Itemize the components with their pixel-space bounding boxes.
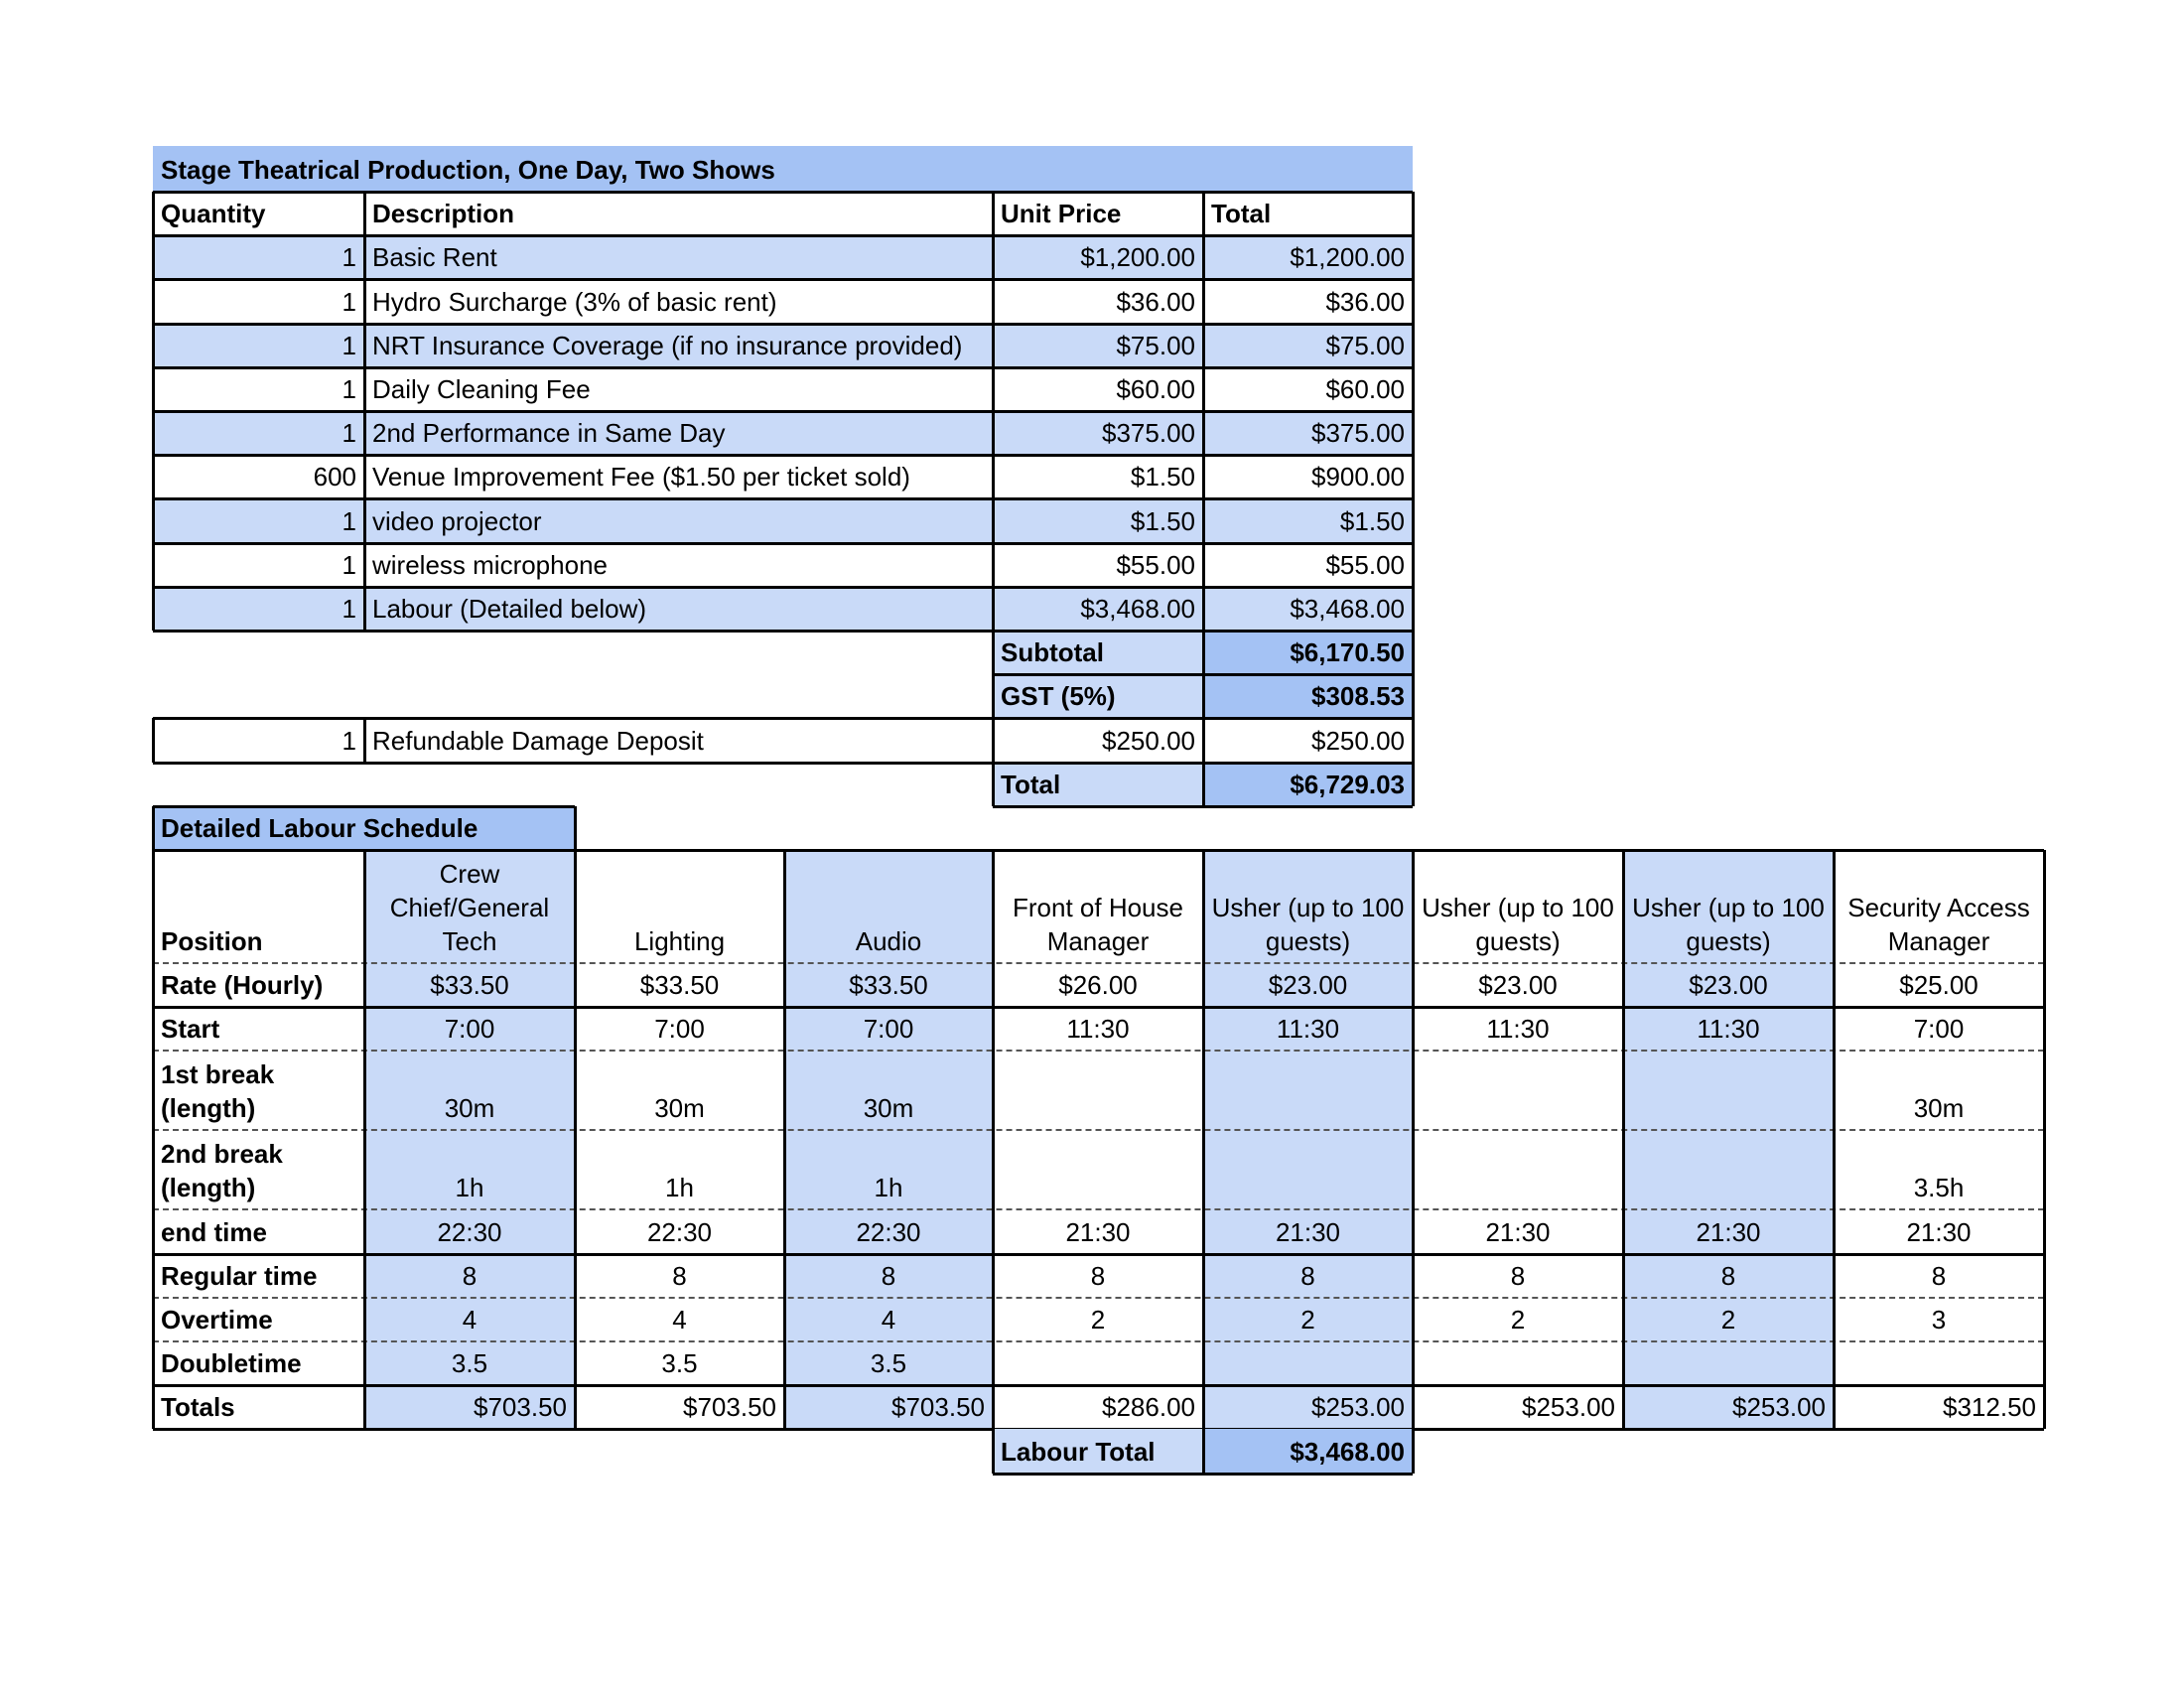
label-totals: Totals bbox=[161, 1392, 235, 1423]
item-quantity: 1 bbox=[341, 549, 356, 580]
labour-rate-cell: $33.50 bbox=[639, 970, 720, 1001]
item-unit-price: $60.00 bbox=[1116, 373, 1195, 404]
grid-line bbox=[574, 850, 577, 1429]
labour-regular-cell: 8 bbox=[1090, 1260, 1106, 1291]
subtotal-label: Subtotal bbox=[1001, 637, 1104, 668]
label-start: Start bbox=[161, 1014, 220, 1045]
labour-overtime-cell: 4 bbox=[881, 1304, 896, 1335]
labour-break1-cell bbox=[1413, 1051, 1623, 1130]
item-description: Hydro Surcharge (3% of basic rent) bbox=[372, 286, 777, 317]
deposit-total: $250.00 bbox=[1311, 725, 1405, 756]
label-position: Position bbox=[161, 926, 263, 956]
labour-break1-cell bbox=[1623, 1051, 1834, 1130]
labour-break2-cell bbox=[1413, 1130, 1623, 1209]
labour-break1-cell: 30m bbox=[863, 1093, 914, 1124]
labour-total-label: Labour Total bbox=[1001, 1436, 1156, 1467]
labour-end-cell: 22:30 bbox=[856, 1216, 921, 1247]
label-regular-time: Regular time bbox=[161, 1260, 318, 1291]
labour-position-cell: Usher (up to 100 guests) bbox=[1422, 893, 1614, 956]
grid-line bbox=[152, 192, 155, 631]
grid-line bbox=[363, 718, 366, 762]
labour-end-cell: 21:30 bbox=[1485, 1216, 1551, 1247]
labour-end-cell: 22:30 bbox=[437, 1216, 502, 1247]
grid-line bbox=[363, 192, 366, 631]
item-unit-price: $55.00 bbox=[1116, 549, 1195, 580]
labour-end-cell: 22:30 bbox=[646, 1216, 713, 1247]
item-description: Daily Cleaning Fee bbox=[372, 373, 591, 404]
item-total: $36.00 bbox=[1325, 286, 1405, 317]
grid-line bbox=[1833, 850, 1836, 1429]
labour-total-cell: $703.50 bbox=[683, 1392, 776, 1423]
labour-rate-cell: $23.00 bbox=[1478, 970, 1558, 1001]
grid-line bbox=[1622, 850, 1625, 1429]
grid-line bbox=[363, 850, 366, 1429]
labour-regular-cell: 8 bbox=[1931, 1260, 1947, 1291]
labour-total-cell: $253.00 bbox=[1732, 1392, 1826, 1423]
total-label: Total bbox=[1001, 769, 1061, 799]
labour-break2-cell bbox=[993, 1130, 1203, 1209]
grid-line bbox=[783, 850, 786, 1429]
labour-break1-cell: 30m bbox=[444, 1093, 495, 1124]
labour-break2-cell: 1h bbox=[665, 1173, 694, 1203]
labour-total-cell: $703.50 bbox=[474, 1392, 567, 1423]
grid-line bbox=[153, 366, 1413, 369]
labour-start-cell: 7:00 bbox=[1913, 1014, 1965, 1045]
labour-total-cell: $312.50 bbox=[1943, 1392, 2036, 1423]
labour-position-cell: Security Access Manager bbox=[1847, 893, 2030, 956]
grid-line bbox=[153, 1340, 2044, 1342]
labour-rate-cell: $26.00 bbox=[1058, 970, 1138, 1001]
labour-break1-cell bbox=[1203, 1051, 1413, 1130]
grid-line bbox=[153, 1384, 2044, 1387]
header-unit-price: Unit Price bbox=[1001, 199, 1122, 229]
grid-line bbox=[153, 454, 1413, 457]
item-unit-price: $1.50 bbox=[1130, 505, 1195, 536]
labour-regular-cell: 8 bbox=[1510, 1260, 1526, 1291]
grid-line bbox=[153, 191, 1413, 194]
labour-start-cell: 7:00 bbox=[444, 1014, 495, 1045]
item-quantity: 1 bbox=[341, 505, 356, 536]
label-overtime: Overtime bbox=[161, 1304, 273, 1335]
labour-break2-cell: 3.5h bbox=[1913, 1173, 1965, 1203]
labour-total-value: $3,468.00 bbox=[1290, 1436, 1405, 1467]
grid-line bbox=[153, 1253, 2044, 1256]
grid-line bbox=[153, 1208, 2044, 1210]
item-unit-price: $36.00 bbox=[1116, 286, 1195, 317]
labour-regular-cell: 8 bbox=[881, 1260, 896, 1291]
labour-total-cell: $703.50 bbox=[891, 1392, 985, 1423]
labour-break2-cell: 1h bbox=[874, 1173, 903, 1203]
labour-overtime-cell: 4 bbox=[672, 1304, 687, 1335]
grid-line bbox=[153, 234, 1413, 237]
labour-end-cell: 21:30 bbox=[1906, 1216, 1972, 1247]
label-end-time: end time bbox=[161, 1216, 267, 1247]
grid-line bbox=[153, 410, 1413, 413]
gst-label: GST (5%) bbox=[1001, 681, 1116, 712]
labour-overtime-cell: 2 bbox=[1090, 1304, 1106, 1335]
labour-break2-cell bbox=[1623, 1130, 1834, 1209]
grid-line bbox=[1412, 1429, 1415, 1473]
grid-line bbox=[153, 278, 1413, 281]
header-quantity: Quantity bbox=[161, 199, 266, 229]
item-total: $1,200.00 bbox=[1290, 242, 1405, 273]
grid-line bbox=[152, 718, 155, 762]
grid-line bbox=[1412, 192, 1415, 806]
grid-line bbox=[153, 1297, 2044, 1299]
grid-line bbox=[152, 806, 155, 850]
grid-line bbox=[2043, 850, 2046, 1429]
subtotal-value: $6,170.50 bbox=[1290, 637, 1405, 668]
labour-regular-cell: 8 bbox=[1720, 1260, 1736, 1291]
deposit-description: Refundable Damage Deposit bbox=[372, 725, 704, 756]
grid-line bbox=[153, 717, 1413, 720]
labour-total-cell: $286.00 bbox=[1102, 1392, 1195, 1423]
labour-end-cell: 21:30 bbox=[1065, 1216, 1131, 1247]
labour-position-cell: Front of House Manager bbox=[1013, 893, 1183, 956]
labour-start-cell: 11:30 bbox=[1486, 1014, 1550, 1045]
labour-start-cell: 11:30 bbox=[1066, 1014, 1130, 1045]
labour-overtime-cell: 4 bbox=[462, 1304, 478, 1335]
labour-overtime-cell: 3 bbox=[1931, 1304, 1947, 1335]
label-doubletime: Doubletime bbox=[161, 1348, 302, 1379]
item-description: wireless microphone bbox=[372, 549, 608, 580]
grid-line bbox=[153, 849, 2044, 852]
grid-line bbox=[992, 1429, 995, 1473]
labour-break1-cell: 30m bbox=[1913, 1093, 1965, 1124]
labour-break1-cell bbox=[993, 1051, 1203, 1130]
grid-line bbox=[153, 1006, 2044, 1009]
item-quantity: 600 bbox=[313, 462, 356, 492]
item-total: $60.00 bbox=[1325, 373, 1405, 404]
labour-double-cell bbox=[993, 1341, 1203, 1385]
labour-double-cell: 3.5 bbox=[661, 1348, 698, 1379]
grid-line bbox=[1202, 192, 1205, 806]
deposit-quantity: 1 bbox=[341, 725, 356, 756]
invoice-title: Stage Theatrical Production, One Day, Two Shows bbox=[161, 155, 775, 185]
labour-overtime-cell: 2 bbox=[1510, 1304, 1526, 1335]
labour-double-cell bbox=[1834, 1341, 2044, 1385]
labour-title: Detailed Labour Schedule bbox=[161, 812, 478, 843]
labour-position-cell: Lighting bbox=[633, 926, 726, 956]
item-description: NRT Insurance Coverage (if no insurance provided) bbox=[372, 330, 963, 360]
labour-position-cell: Audio bbox=[855, 926, 922, 956]
item-unit-price: $1.50 bbox=[1130, 462, 1195, 492]
labour-overtime-cell: 2 bbox=[1300, 1304, 1315, 1335]
item-quantity: 1 bbox=[341, 593, 356, 624]
item-total: $900.00 bbox=[1311, 462, 1405, 492]
grid-line bbox=[153, 630, 1413, 633]
grid-line bbox=[992, 192, 995, 806]
item-unit-price: $1,200.00 bbox=[1080, 242, 1195, 273]
labour-rate-cell: $25.00 bbox=[1899, 970, 1979, 1001]
item-quantity: 1 bbox=[341, 242, 356, 273]
labour-total-cell: $253.00 bbox=[1311, 1392, 1405, 1423]
item-description: Labour (Detailed below) bbox=[372, 593, 647, 624]
total-value: $6,729.03 bbox=[1290, 769, 1405, 799]
item-total: $375.00 bbox=[1311, 418, 1405, 449]
grid-line bbox=[153, 542, 1413, 545]
item-unit-price: $375.00 bbox=[1102, 418, 1195, 449]
labour-double-cell bbox=[1203, 1341, 1413, 1385]
labour-double-cell: 3.5 bbox=[451, 1348, 488, 1379]
labour-overtime-cell: 2 bbox=[1720, 1304, 1736, 1335]
item-description: Venue Improvement Fee ($1.50 per ticket sold) bbox=[372, 462, 910, 492]
item-quantity: 1 bbox=[341, 373, 356, 404]
grid-line bbox=[153, 586, 1413, 589]
item-quantity: 1 bbox=[341, 330, 356, 360]
item-quantity: 1 bbox=[341, 286, 356, 317]
grid-line bbox=[992, 850, 995, 1429]
item-total: $3,468.00 bbox=[1290, 593, 1405, 624]
labour-double-cell bbox=[1623, 1341, 1834, 1385]
grid-line bbox=[153, 323, 1413, 326]
grid-line bbox=[1202, 1429, 1205, 1473]
grid-line bbox=[1412, 850, 1415, 1429]
item-quantity: 1 bbox=[341, 418, 356, 449]
labour-rate-cell: $23.00 bbox=[1268, 970, 1348, 1001]
item-total: $1.50 bbox=[1339, 505, 1405, 536]
grid-line bbox=[574, 806, 577, 850]
labour-position-cell: Usher (up to 100 guests) bbox=[1632, 893, 1825, 956]
item-total: $55.00 bbox=[1325, 549, 1405, 580]
label-second-break: 2nd break (length) bbox=[161, 1139, 283, 1203]
labour-start-cell: 11:30 bbox=[1276, 1014, 1340, 1045]
item-unit-price: $75.00 bbox=[1116, 330, 1195, 360]
labour-regular-cell: 8 bbox=[672, 1260, 687, 1291]
header-total: Total bbox=[1211, 199, 1272, 229]
deposit-unit-price: $250.00 bbox=[1102, 725, 1195, 756]
item-description: video projector bbox=[372, 505, 542, 536]
item-description: Basic Rent bbox=[372, 242, 497, 273]
item-unit-price: $3,468.00 bbox=[1080, 593, 1195, 624]
grid-line bbox=[152, 850, 155, 1429]
labour-end-cell: 21:30 bbox=[1696, 1216, 1761, 1247]
item-total: $75.00 bbox=[1325, 330, 1405, 360]
labour-start-cell: 7:00 bbox=[863, 1014, 914, 1045]
label-first-break: 1st break (length) bbox=[161, 1059, 275, 1124]
grid-line bbox=[153, 497, 1413, 500]
labour-break2-cell bbox=[1203, 1130, 1413, 1209]
grid-line bbox=[153, 1050, 2044, 1052]
labour-break1-cell: 30m bbox=[654, 1093, 705, 1124]
labour-end-cell: 21:30 bbox=[1275, 1216, 1341, 1247]
labour-position-cell: Crew Chief/General Tech bbox=[389, 859, 550, 956]
header-description: Description bbox=[372, 199, 515, 229]
labour-start-cell: 7:00 bbox=[654, 1014, 705, 1045]
labour-double-cell: 3.5 bbox=[870, 1348, 907, 1379]
labour-double-cell bbox=[1413, 1341, 1623, 1385]
item-description: 2nd Performance in Same Day bbox=[372, 418, 726, 449]
grid-line bbox=[153, 1129, 2044, 1131]
labour-start-cell: 11:30 bbox=[1697, 1014, 1760, 1045]
labour-position-cell: Usher (up to 100 guests) bbox=[1211, 893, 1405, 956]
gst-value: $308.53 bbox=[1311, 681, 1405, 712]
grid-line bbox=[153, 762, 1413, 765]
labour-rate-cell: $23.00 bbox=[1689, 970, 1768, 1001]
grid-line bbox=[1202, 850, 1205, 1429]
labour-rate-cell: $33.50 bbox=[849, 970, 928, 1001]
label-rate: Rate (Hourly) bbox=[161, 970, 324, 1001]
labour-regular-cell: 8 bbox=[462, 1260, 478, 1291]
labour-regular-cell: 8 bbox=[1300, 1260, 1315, 1291]
labour-break2-cell: 1h bbox=[455, 1173, 484, 1203]
labour-total-cell: $253.00 bbox=[1522, 1392, 1615, 1423]
grid-line bbox=[153, 805, 575, 808]
labour-rate-cell: $33.50 bbox=[430, 970, 509, 1001]
grid-line bbox=[153, 962, 2044, 964]
